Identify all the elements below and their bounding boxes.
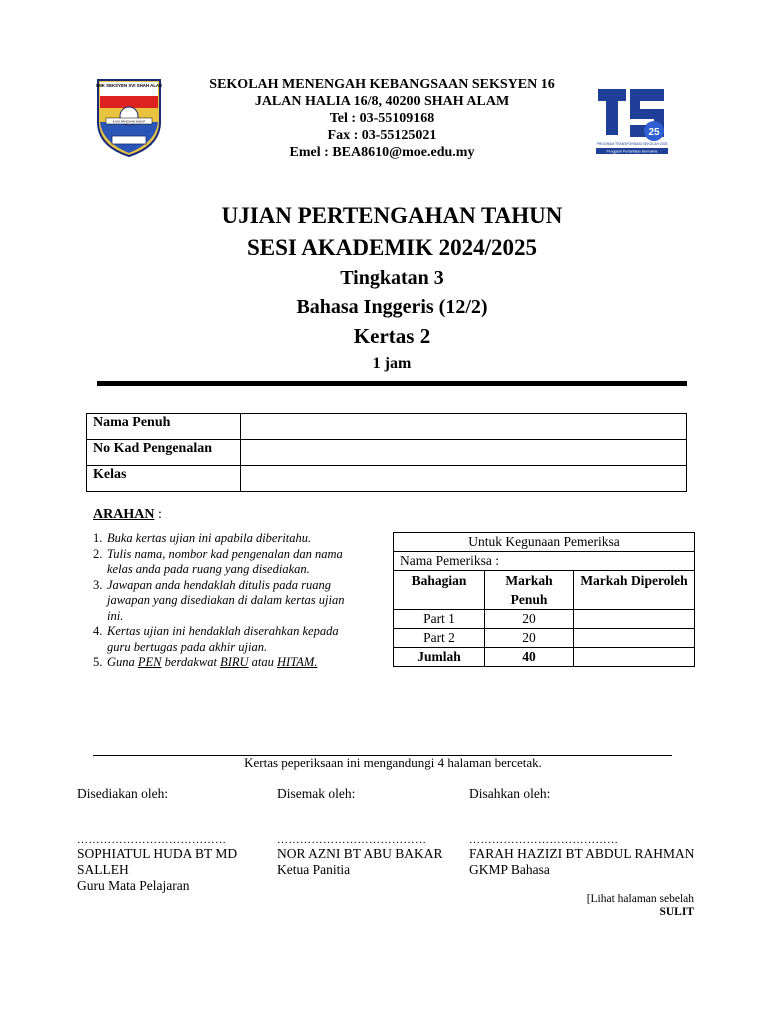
prepared-by-role: Guru Mata Pelajaran	[77, 878, 190, 893]
instructions-heading-text: ARAHAN	[93, 507, 155, 522]
list-item	[93, 624, 363, 655]
list-item	[93, 655, 363, 671]
item-number: 1.	[93, 531, 103, 545]
crest-motto-text: ILMU PANDUAN HIDUP	[112, 119, 146, 124]
table-row	[87, 414, 687, 440]
biru-word: BIRU	[220, 655, 249, 669]
signature-line: …………………………………	[77, 834, 227, 846]
total-full-mark: 40	[485, 648, 574, 667]
signature-line: …………………………………	[277, 834, 427, 846]
instructions-heading	[93, 507, 162, 523]
school-name: SEKOLAH MENENGAH KEBANGSAAN SEKSYEN 16	[209, 77, 555, 92]
instructions-colon: :	[154, 507, 162, 522]
table-row	[394, 629, 695, 648]
item-text: Jawapan anda hendaklah ditulis pada ruang jawapan yang disediakan di dalam kertas ujian ini.	[107, 577, 345, 623]
ts-logo-text: PROGRAM TRANSFORMASI SEKOLAH 2025	[596, 142, 668, 146]
signature-line: …………………………………	[469, 834, 619, 846]
table-row	[394, 552, 695, 571]
school-fax: Fax : 03-55125021	[327, 128, 437, 143]
item5-pre: Guna	[107, 655, 138, 669]
full-name-label: Nama Penuh	[87, 414, 241, 440]
instructions-list	[93, 531, 363, 671]
next-page-text: [Lihat halaman sebelah	[586, 893, 694, 905]
item-text: Kertas ujian ini hendaklah diserahkan kepada guru bertugas pada akhir ujian.	[107, 624, 339, 654]
table-row	[87, 466, 687, 492]
prepared-by-block	[77, 786, 267, 894]
prepared-by-heading: Disediakan oleh:	[77, 786, 169, 801]
table-row	[394, 533, 695, 552]
item-text: Tulis nama, nombor kad pengenalan dan nama kelas anda pada ruang yang disediakan.	[107, 546, 343, 576]
next-page-note	[520, 893, 694, 919]
table-header-row	[394, 571, 695, 610]
item5-mid: berdakwat	[161, 655, 221, 669]
approved-by-heading: Disahkan oleh:	[469, 786, 551, 801]
duration-title: 1 jam	[372, 355, 412, 372]
table-row	[394, 648, 695, 667]
checked-by-block	[277, 786, 462, 878]
atau-word: atau	[248, 655, 278, 669]
pen-word: PEN	[137, 655, 162, 669]
class-field[interactable]	[241, 466, 687, 492]
part-cell: Part 1	[394, 610, 485, 629]
item-text	[107, 655, 363, 671]
svg-text:25: 25	[648, 127, 660, 138]
paper-title: Kertas 2	[353, 324, 431, 348]
student-details-table	[86, 413, 687, 492]
hitam-word: HITAM.	[277, 655, 318, 669]
total-obtained-mark[interactable]	[574, 648, 695, 667]
approved-by-name: FARAH HAZIZI BT ABDUL RAHMAN	[469, 846, 695, 861]
table-row	[394, 610, 695, 629]
pages-note: Kertas peperiksaan ini mengandungi 4 halaman bercetak.	[244, 755, 542, 770]
column-header: Markah Penuh	[485, 571, 574, 610]
sulit-label: SULIT	[659, 906, 694, 918]
checked-by-name: NOR AZNI BT ABU BAKAR	[277, 846, 443, 861]
column-header: Markah Diperoleh	[574, 571, 695, 610]
title-divider	[97, 381, 687, 386]
item-text: Buka kertas ujian ini apabila diberitahu.	[107, 531, 312, 545]
school-tel: Tel : 03-55109168	[329, 111, 435, 126]
prepared-by-name: SOPHIATUL HUDA BT MD SALLEH	[77, 846, 238, 877]
class-label: Kelas	[87, 466, 241, 492]
school-address: JALAN HALIA 16/8, 40200 SHAH ALAM	[254, 94, 510, 109]
checked-by-heading: Disemak oleh:	[277, 786, 356, 801]
examiner-name-label: Nama Pemeriksa :	[394, 552, 695, 571]
approved-by-block	[469, 786, 719, 878]
exam-titles	[96, 200, 688, 377]
subject-title: Bahasa Inggeris (12/2)	[296, 296, 488, 318]
examiner-table	[393, 532, 695, 667]
total-label: Jumlah	[394, 648, 485, 667]
full-mark-cell: 20	[485, 610, 574, 629]
item-number: 5.	[93, 655, 103, 669]
part-cell: Part 2	[394, 629, 485, 648]
full-mark-cell: 20	[485, 629, 574, 648]
approved-by-role: GKMP Bahasa	[469, 862, 550, 877]
examiner-table-title: Untuk Kegunaan Pemeriksa	[394, 533, 695, 552]
list-item	[93, 531, 363, 547]
form-title: Tingkatan 3	[340, 267, 444, 289]
checked-by-role: Ketua Panitia	[277, 862, 351, 877]
school-email: Emel : BEA8610@moe.edu.my	[289, 145, 475, 160]
obtained-mark-cell[interactable]	[574, 629, 695, 648]
ts-logo-sub: Pengganti Pentanfatan Bermakna	[606, 149, 658, 154]
obtained-mark-cell[interactable]	[574, 610, 695, 629]
ic-number-label: No Kad Pengenalan	[87, 440, 241, 466]
session-title: SESI AKADEMIK 2024/2025	[246, 235, 538, 260]
full-name-field[interactable]	[241, 414, 687, 440]
item-number: 2.	[93, 546, 103, 561]
exam-title: UJIAN PERTENGAHAN TAHUN	[221, 203, 563, 228]
school-crest-logo	[96, 78, 162, 158]
school-info	[180, 76, 584, 161]
item-number: 4.	[93, 624, 103, 638]
item-number: 3.	[93, 577, 103, 592]
crest-school-text: SMK SEKSYEN XVI SHAH ALAM	[96, 83, 162, 88]
column-header: Bahagian	[394, 571, 485, 610]
table-row	[87, 440, 687, 466]
ic-number-field[interactable]	[241, 440, 687, 466]
list-item	[93, 578, 363, 625]
ts25-logo	[592, 79, 672, 157]
list-item	[93, 547, 363, 578]
